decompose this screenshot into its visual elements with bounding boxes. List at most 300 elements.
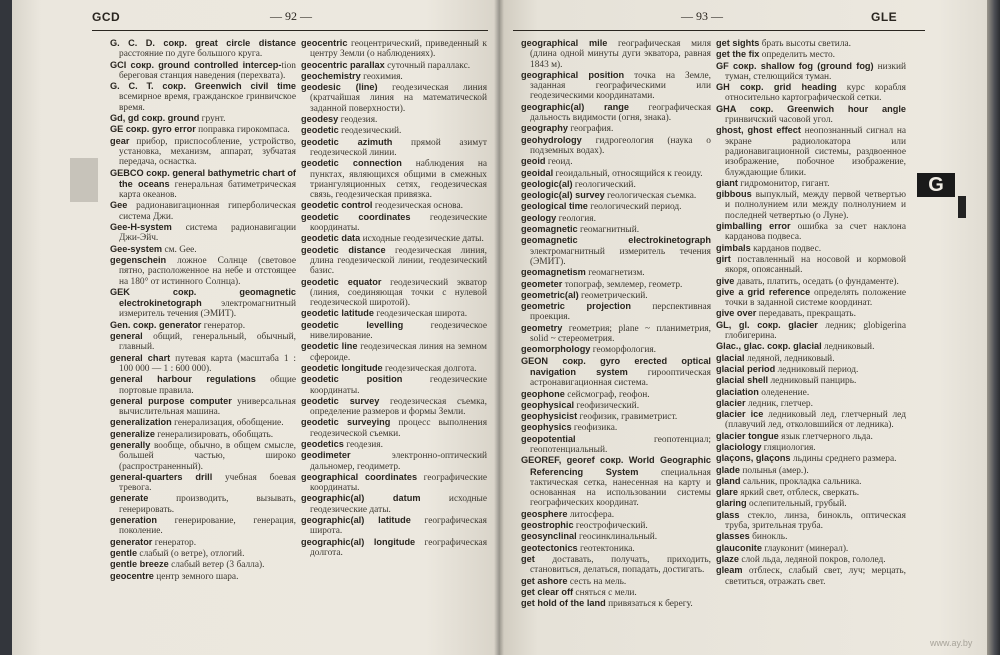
entry-headword: glasses xyxy=(716,531,750,542)
dictionary-entry xyxy=(716,531,906,542)
entry-headword: glaciology xyxy=(716,441,762,452)
entry-definition: передавать, прекращать. xyxy=(756,309,856,320)
entry-headword: geoidal xyxy=(521,167,554,178)
entry-definition: геопотенциал; геопотенциальный. xyxy=(530,434,711,455)
entry-definition: давать, платить, оседать (о фундаменте). xyxy=(734,276,899,287)
entry-definition: литосфера. xyxy=(567,509,615,520)
entry-definition: слой льда, ледяной покров, гололед. xyxy=(738,554,886,565)
dictionary-entry xyxy=(521,213,711,224)
dictionary-entry xyxy=(716,287,906,309)
entry-definition: оледенение. xyxy=(758,387,810,398)
dictionary-entry xyxy=(110,60,296,82)
dictionary-entry xyxy=(716,409,906,431)
dictionary-entry xyxy=(521,344,711,355)
entry-definition: геологический. xyxy=(572,179,636,190)
entry-definition: геодезическая основа. xyxy=(372,201,463,212)
dictionary-entry xyxy=(521,400,711,411)
entry-definition: генерализировать, обобщать. xyxy=(154,429,274,440)
entry-headword: general xyxy=(110,331,143,342)
entry-headword: geologic(al) survey xyxy=(521,190,605,201)
entry-headword: GH сокр. grid heading xyxy=(716,82,837,93)
entry-definition: генератор. xyxy=(201,320,246,331)
dictionary-entry xyxy=(110,81,296,113)
dictionary-entry xyxy=(521,279,711,290)
entry-headword: geochemistry xyxy=(301,70,361,81)
header-rule-right xyxy=(513,30,925,31)
dictionary-entry xyxy=(716,510,906,532)
entry-headword: girt xyxy=(716,253,731,264)
dictionary-entry xyxy=(110,255,296,287)
entry-definition: географическая дальность видимости (огня, знака). xyxy=(530,102,712,124)
dictionary-entry xyxy=(110,515,296,537)
entry-headword: glacier ice xyxy=(716,409,764,420)
entry-definition: ледниковый период. xyxy=(775,364,859,375)
entry-definition: сняться с мели. xyxy=(573,587,637,598)
entry-headword: geomagnetism xyxy=(521,267,586,278)
left-page xyxy=(12,0,499,655)
entry-definition: учебная боевая тревога. xyxy=(119,472,296,494)
dictionary-entry xyxy=(301,137,487,159)
dictionary-entry xyxy=(521,123,711,134)
dictionary-entry xyxy=(521,543,711,554)
entry-definition: суточный параллакс. xyxy=(384,60,471,71)
entry-headword: get ashore xyxy=(521,575,568,586)
entry-definition: яркий свет, отблеск, сверкать. xyxy=(737,488,860,499)
entry-headword: geosphere xyxy=(521,508,568,519)
entry-definition: слабый (о ветре), отлогий. xyxy=(137,548,245,559)
entry-definition: перспективная проекция. xyxy=(530,302,712,323)
dictionary-entry xyxy=(716,125,906,177)
entry-definition: tion береговая станция наведения (перехвата). xyxy=(119,60,296,81)
entry-definition: геология. xyxy=(556,213,596,224)
dictionary-entry xyxy=(521,422,711,433)
dictionary-entry xyxy=(521,554,711,576)
entry-definition: поправка гирокомпаса. xyxy=(195,125,290,136)
entry-headword: GL, gl. сокр. glacier xyxy=(716,319,818,330)
entry-headword: geographic(al) longitude xyxy=(301,536,416,547)
dictionary-entry xyxy=(110,331,296,353)
entry-definition: язык глетчерного льда. xyxy=(778,431,873,442)
dictionary-entry xyxy=(716,61,906,83)
entry-definition: геосинклинальный. xyxy=(576,532,658,543)
entry-definition: геофизика. xyxy=(571,423,618,434)
dictionary-entry xyxy=(301,472,487,494)
entry-definition: генерализация, обобщение. xyxy=(171,418,284,429)
entry-definition: геоид. xyxy=(545,157,573,168)
entry-definition: ледник; globigerina глобигерина. xyxy=(725,320,907,342)
entry-headword: get hold of the land xyxy=(521,598,606,609)
entry-headword: Gee-H-system xyxy=(110,222,172,233)
dictionary-entry xyxy=(521,531,711,542)
dictionary-entry xyxy=(716,254,906,276)
entry-definition: геодезическая долгота. xyxy=(382,363,477,374)
entry-definition: стекло, линза, бинокль, оптическая труба, зрительная труба. xyxy=(725,510,906,532)
right-page xyxy=(499,0,987,655)
entry-headword: geographical coordinates xyxy=(301,471,418,482)
entry-definition: радионавигационная гиперболическая система Джи. xyxy=(119,201,296,222)
entry-definition: привязаться к берегу. xyxy=(605,599,693,610)
entry-headword: geomagnetic xyxy=(521,224,578,235)
entry-headword: geopotential xyxy=(521,433,576,444)
dictionary-entry xyxy=(521,323,711,345)
entry-definition: система радионавигации Джи-Эйч. xyxy=(119,223,296,244)
entry-definition: исходные геодезические даты. xyxy=(360,234,484,245)
entry-definition: исходные геодезические даты. xyxy=(310,494,487,515)
dictionary-entry xyxy=(301,233,487,244)
dictionary-entry xyxy=(521,434,711,456)
entry-definition: слабый ветер (3 балла). xyxy=(168,560,265,571)
entry-definition: геоидальный, относящийся к геоиду. xyxy=(553,168,703,179)
dictionary-entry xyxy=(110,287,296,320)
entry-definition: сейсмограф, геофон. xyxy=(564,389,650,400)
entry-definition: низкий туман, стелющийся туман. xyxy=(725,61,906,82)
entry-definition: геодезический. xyxy=(338,126,402,137)
entry-headword: glauconite xyxy=(716,542,762,553)
dictionary-entry xyxy=(521,576,711,587)
entry-definition: ложное Солнце (световое пятно, расположенное на небе и отстоящее на 180° от истинного Солнца). xyxy=(119,255,296,287)
dictionary-entry xyxy=(301,60,487,71)
dictionary-entry xyxy=(301,71,487,82)
dictionary-entry xyxy=(301,82,487,114)
entry-definition: всемирное время, гражданское гринвичское время. xyxy=(119,92,296,113)
entry-headword: geodetics xyxy=(301,438,344,449)
entry-headword: geohydrology xyxy=(521,134,582,145)
dictionary-entry xyxy=(716,178,906,189)
dictionary-entry xyxy=(716,243,906,254)
entry-headword: glass xyxy=(716,509,740,520)
dictionary-entry xyxy=(110,124,296,135)
entry-definition: ледниковый панцирь. xyxy=(768,376,857,387)
entry-definition: генеральная батиметрическая карта океанов. xyxy=(119,179,297,201)
dictionary-entry xyxy=(301,125,487,136)
entry-headword: general purpose computer xyxy=(110,395,232,406)
thumb-index-tab: G xyxy=(917,173,955,197)
dictionary-entry xyxy=(716,308,906,319)
dictionary-entry xyxy=(301,493,487,515)
dictionary-entry xyxy=(716,375,906,386)
entry-definition: специальная тактическая сетка, нанесенная на карту и основанная на использовании системы географических координат. xyxy=(530,467,711,509)
dictionary-entry xyxy=(716,442,906,453)
entry-headword: geographical position xyxy=(521,69,625,80)
entry-definition: см. Gee. xyxy=(162,244,197,255)
entry-definition: геодезическая съемка, определение размеров и формы Земли. xyxy=(310,396,487,418)
book-cover-edge xyxy=(987,0,1000,655)
entry-headword: gentle breeze xyxy=(110,559,169,570)
dictionary-entry xyxy=(301,450,487,472)
dictionary-entry xyxy=(521,235,711,267)
dictionary-entry xyxy=(110,374,296,396)
page-number-right: — 93 — xyxy=(681,9,723,23)
dictionary-entry xyxy=(110,571,296,582)
dictionary-entry xyxy=(716,189,906,221)
entry-headword: geodetic survey xyxy=(301,395,380,406)
entry-headword: geodetic latitude xyxy=(301,308,374,319)
dictionary-entry xyxy=(521,70,711,102)
entry-headword: geodetic control xyxy=(301,200,373,211)
entry-definition: грунт. xyxy=(199,114,226,125)
dictionary-entry xyxy=(521,290,711,301)
entry-definition: выпуклый, между первой четвертью и полнолунием или между полнолунием и последней четвертью (о Луне). xyxy=(725,190,906,221)
entry-headword: generally xyxy=(110,439,151,450)
entry-headword: Gee-system xyxy=(110,243,163,254)
entry-headword: geophysical xyxy=(521,399,575,410)
entry-headword: gimbals xyxy=(716,242,751,253)
entry-definition: геомагнитный. xyxy=(577,225,640,236)
dictionary-entry xyxy=(716,104,906,126)
page-number-left: — 92 — xyxy=(270,9,312,23)
dictionary-entry xyxy=(110,396,296,418)
entry-headword: geographic(al) latitude xyxy=(301,515,411,526)
dictionary-entry xyxy=(301,515,487,537)
entry-headword: gibbous xyxy=(716,189,752,200)
watermark: www.ay.by xyxy=(930,638,973,648)
entry-definition: глауконит (минерал). xyxy=(761,543,849,554)
entry-headword: G. C. D. сокр. great circle distance xyxy=(110,38,296,48)
dictionary-entry xyxy=(110,353,296,375)
entry-definition: карданов подвес. xyxy=(750,243,822,254)
entry-headword: glacial period xyxy=(716,363,776,374)
entry-headword: giant xyxy=(716,177,738,188)
entry-headword: geophone xyxy=(521,388,565,399)
dictionary-entry xyxy=(301,320,487,342)
dictionary-entry xyxy=(110,440,296,472)
entry-definition: сальник, прокладка сальника. xyxy=(740,476,862,487)
dictionary-entry xyxy=(716,554,906,565)
entry-headword: generalize xyxy=(110,428,155,439)
entry-headword: geology xyxy=(521,212,557,223)
entry-definition: геологический период. xyxy=(587,202,682,213)
entry-definition: гидромонитор, гигант. xyxy=(737,178,830,189)
right-column-2 xyxy=(716,38,906,587)
entry-definition: точка на Земле, заданная географическими или геодезическими координатами. xyxy=(530,70,711,102)
entry-headword: glaciation xyxy=(716,386,759,397)
entry-definition: геотектоника. xyxy=(577,543,635,554)
dictionary-entry xyxy=(110,38,296,60)
entry-headword: get clear off xyxy=(521,586,574,597)
dictionary-entry xyxy=(301,212,487,234)
entry-definition: геохимия. xyxy=(360,71,403,82)
entry-definition: курс корабля относительно картографической сетки. xyxy=(725,83,906,104)
dictionary-entry xyxy=(716,221,906,243)
entry-definition: наблюдения на пунктах, являющихся общими в смежных триангуляционных сетях, геодезическая связь, геодезическая привязка. xyxy=(310,159,487,201)
thumb-index-marker xyxy=(958,196,966,218)
entry-headword: give over xyxy=(716,308,757,319)
entry-definition: геодезические координаты. xyxy=(310,212,487,234)
entry-definition: геометрия; plane ~ планиметрия, solid ~ стереометрия. xyxy=(530,323,711,345)
entry-definition: география. xyxy=(567,124,614,135)
entry-headword: GCI сокр. ground controlled intercep- xyxy=(110,59,282,70)
entry-definition: геодезическая линия (кратчайшая линия на математической заданной поверхности). xyxy=(310,83,488,114)
entry-headword: geography xyxy=(521,123,568,134)
dictionary-entry xyxy=(301,341,487,363)
entry-headword: geographical mile xyxy=(521,38,608,48)
dictionary-entry xyxy=(716,387,906,398)
dictionary-entry xyxy=(521,411,711,422)
dictionary-entry xyxy=(521,520,711,531)
entry-headword: generator xyxy=(110,536,153,547)
dictionary-entry xyxy=(716,49,906,60)
entry-headword: give a grid reference xyxy=(716,286,811,297)
entry-headword: geosynclinal xyxy=(521,531,577,542)
dictionary-entry xyxy=(110,559,296,570)
entry-definition: отблеск, слабый свет, луч; мерцать, светиться, отражать свет. xyxy=(725,566,906,587)
dictionary-entry xyxy=(716,465,906,476)
entry-headword: glaze xyxy=(716,553,739,564)
entry-headword: glade xyxy=(716,464,740,475)
entry-definition: прибор, приспособление, устройство, установка, механизм, аппарат, зубчатая передача, оснастка. xyxy=(119,136,296,168)
entry-definition: общие портовые правила. xyxy=(119,375,297,396)
entry-definition: географическая широта. xyxy=(310,516,487,537)
dictionary-entry xyxy=(521,267,711,278)
entry-definition: геодезия. xyxy=(338,115,378,126)
entry-definition: путевая карта (масштаба 1 : 100 000 — 1 : 600 000). xyxy=(119,353,296,374)
entry-definition: геострофический. xyxy=(573,521,648,532)
dictionary-entry xyxy=(110,493,296,515)
book-gutter xyxy=(494,0,504,655)
dictionary-entry xyxy=(521,587,711,598)
entry-definition: гринвичский часовой угол. xyxy=(725,115,833,126)
dictionary-entry xyxy=(521,190,711,201)
entry-headword: geological time xyxy=(521,201,588,212)
entry-headword: gleam xyxy=(716,565,743,576)
entry-definition: геодезическая линия на земном сфероиде. xyxy=(310,342,487,363)
entry-definition: брать высоты светила. xyxy=(759,39,852,49)
entry-definition: ледниковый лед, глетчерный лед (плавучий лед, отколовшийся от ледника). xyxy=(725,410,906,431)
dictionary-entry xyxy=(521,224,711,235)
entry-headword: general chart xyxy=(110,352,171,363)
entry-definition: географическая долгота. xyxy=(310,537,488,558)
dictionary-entry xyxy=(110,244,296,255)
entry-headword: glare xyxy=(716,487,738,498)
entry-definition: общий, генеральный, обычный, главный. xyxy=(119,332,296,353)
left-column-1 xyxy=(110,38,296,582)
entry-headword: gland xyxy=(716,475,741,486)
entry-headword: geodetic xyxy=(301,125,339,136)
entry-headword: GF сокр. shallow fog (ground fog) xyxy=(716,60,874,71)
entry-headword: geodetic levelling xyxy=(301,319,404,330)
entry-definition: гирооптическая астронавигационная система. xyxy=(530,367,711,389)
entry-headword: geodetic azimuth xyxy=(301,136,393,147)
entry-headword: GEOREF, georef сокр. World Geographic Referencing System xyxy=(521,455,711,477)
entry-definition: бинокль. xyxy=(749,532,788,543)
entry-definition: определять положение точки в заданной системе координат. xyxy=(725,287,906,309)
header-rule-left xyxy=(92,30,488,31)
dictionary-entry xyxy=(110,113,296,124)
entry-definition: геофизический. xyxy=(574,400,640,411)
entry-definition: доставать, получать, приходить, становиться, делаться, попадать, достигать. xyxy=(530,554,711,576)
dictionary-entry xyxy=(716,364,906,375)
entry-definition: ледяной, ледниковый. xyxy=(744,353,835,364)
entry-headword: geoid xyxy=(521,156,546,167)
entry-headword: geographic(al) datum xyxy=(301,493,421,504)
entry-headword: geodesy xyxy=(301,114,339,125)
dictionary-entry xyxy=(301,374,487,396)
dictionary-entry xyxy=(110,429,296,440)
dictionary-entry xyxy=(301,200,487,211)
entry-headword: glacial xyxy=(716,352,745,363)
dictionary-entry xyxy=(716,276,906,287)
entry-headword: geologic(al) xyxy=(521,178,573,189)
entry-headword: GEBCO сокр. general bathymetric chart of the oceans xyxy=(110,167,296,189)
entry-definition: электромагнитный измеритель течения (ЭМИТ). xyxy=(119,299,296,320)
entry-headword: Gee xyxy=(110,200,128,211)
dictionary-entry xyxy=(301,396,487,418)
dictionary-entry xyxy=(301,417,487,439)
entry-definition: льдины среднего размера. xyxy=(790,454,897,465)
entry-headword: geographic(al) range xyxy=(521,101,630,112)
entry-definition: гидрогеология (наука о подземных водах). xyxy=(530,135,711,156)
entry-headword: geocentric xyxy=(301,38,348,48)
entry-headword: get the fix xyxy=(716,49,760,60)
entry-definition: гляциология. xyxy=(761,442,816,453)
entry-headword: geodimeter xyxy=(301,450,351,461)
dictionary-entry xyxy=(110,222,296,244)
entry-headword: geodetic longitude xyxy=(301,362,383,373)
entry-definition: географические координаты. xyxy=(310,472,488,494)
entry-definition: поставленный на носовой и кормовой якоря, опоясанный. xyxy=(725,254,906,276)
entry-headword: Glac., glac. сокр. glacial xyxy=(716,341,822,352)
running-head-right: GLE xyxy=(871,10,898,24)
dictionary-entry xyxy=(521,389,711,400)
dictionary-entry xyxy=(716,565,906,587)
dictionary-entry xyxy=(301,158,487,200)
entry-definition: геодезический экватор (линия, соединяющая точки с нулевой геодезической широтой). xyxy=(310,277,487,309)
entry-definition: расстояние по дуге большого круга. xyxy=(119,49,263,60)
dictionary-entry xyxy=(521,102,711,124)
dictionary-entry xyxy=(521,156,711,167)
entry-headword: generalization xyxy=(110,417,172,428)
entry-definition: ледник, глетчер. xyxy=(745,398,813,409)
dictionary-entry xyxy=(521,509,711,520)
entry-definition: геодезическая линия, длина геодезической линии, геодезический базис. xyxy=(310,245,487,277)
entry-headword: gear xyxy=(110,135,130,146)
entry-headword: glacial shell xyxy=(716,375,769,386)
left-column-2 xyxy=(301,38,487,558)
entry-definition: ледниковый. xyxy=(821,342,875,353)
entry-headword: gentle xyxy=(110,547,138,558)
entry-definition: геодезическое нивелирование. xyxy=(310,320,487,342)
dictionary-entry xyxy=(301,363,487,374)
entry-headword: gegenschein xyxy=(110,254,167,265)
dictionary-entry xyxy=(110,537,296,548)
entry-headword: generate xyxy=(110,493,149,504)
dictionary-entry xyxy=(301,38,487,60)
entry-headword: geotectonics xyxy=(521,542,578,553)
dictionary-entry xyxy=(716,341,906,352)
entry-headword: gimballing error xyxy=(716,221,791,232)
entry-definition: геоморфология. xyxy=(590,345,656,356)
entry-headword: geodetic surveying xyxy=(301,417,391,428)
dictionary-entry xyxy=(716,82,906,104)
entry-headword: geodetic line xyxy=(301,341,358,352)
entry-headword: geometer xyxy=(521,278,563,289)
dictionary-entry xyxy=(716,398,906,409)
dictionary-entry xyxy=(521,201,711,212)
entry-headword: geometric projection xyxy=(521,301,631,312)
entry-headword: geodetic position xyxy=(301,374,403,385)
dictionary-entry xyxy=(521,598,711,609)
entry-definition: геодезия. xyxy=(343,439,383,450)
entry-headword: ghost, ghost effect xyxy=(716,125,801,136)
entry-headword: geocentric parallax xyxy=(301,59,385,70)
dictionary-entry xyxy=(301,439,487,450)
entry-definition: геоцентрический, приведенный к центру Земли (о наблюдениях). xyxy=(310,39,487,60)
dictionary-entry xyxy=(521,455,711,508)
entry-headword: geomagnetic electrokinetograph xyxy=(521,235,711,246)
entry-headword: geodetic data xyxy=(301,233,361,244)
thumb-index-shadow xyxy=(70,158,98,202)
entry-definition: ослепительный, грубый. xyxy=(746,499,847,510)
